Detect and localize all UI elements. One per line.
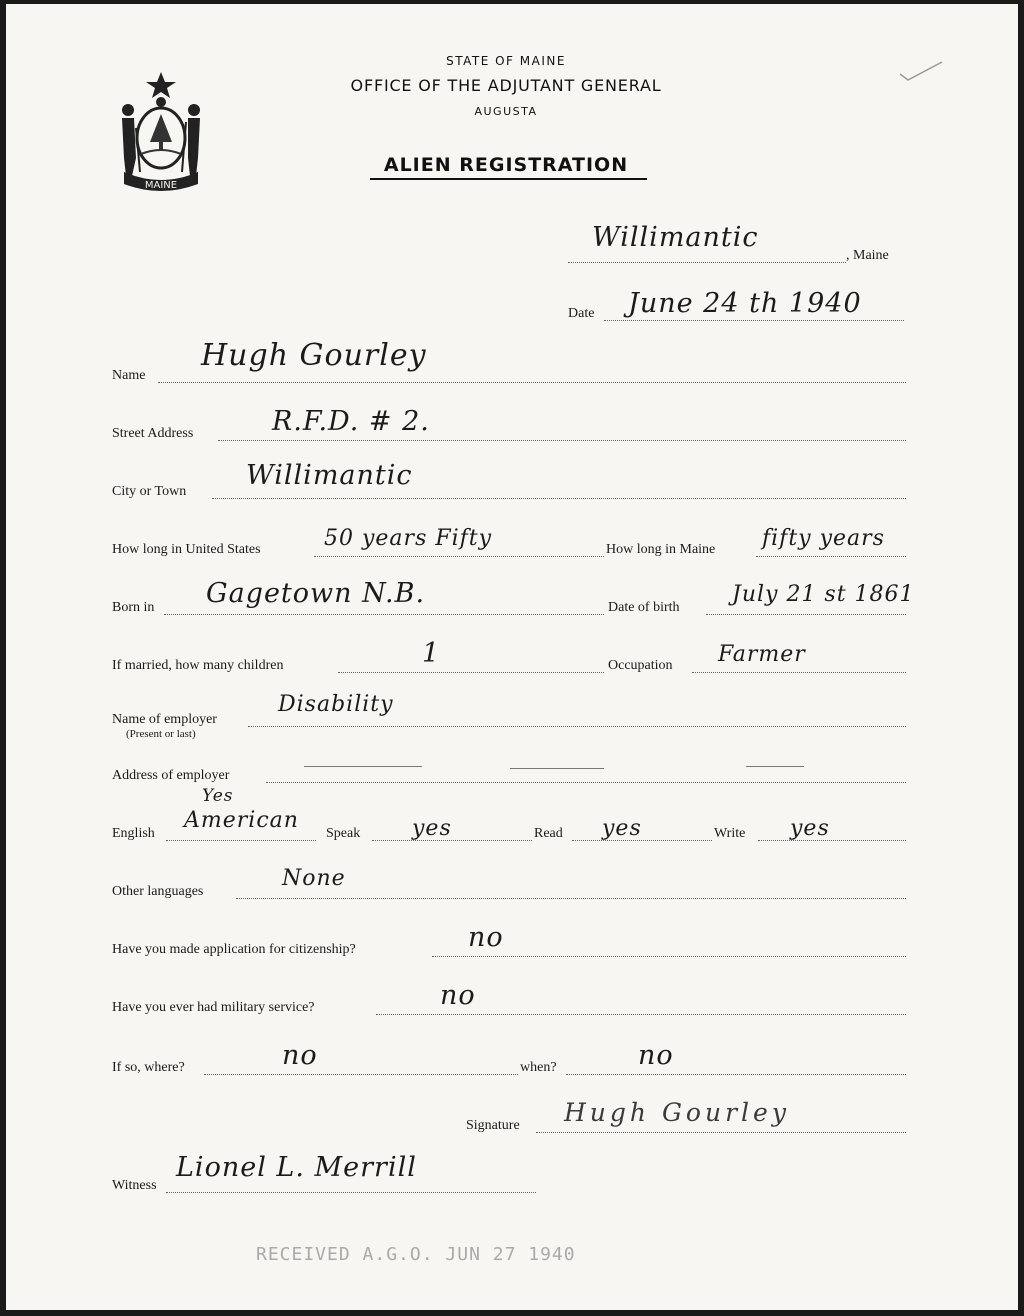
english-value: American bbox=[184, 808, 299, 833]
header-office: OFFICE OF THE ADJUTANT GENERAL bbox=[350, 76, 662, 95]
english-line bbox=[166, 840, 316, 841]
citizenship-label: Have you made application for citizenship? bbox=[112, 942, 356, 957]
english-above-value: Yes bbox=[202, 786, 234, 806]
how-long-us-line bbox=[314, 556, 604, 557]
header-city: AUGUSTA bbox=[474, 105, 538, 118]
how-long-us-value: 50 years Fifty bbox=[324, 526, 493, 551]
signature-value: Hugh Gourley bbox=[564, 1098, 790, 1127]
date-value: June 24 th 1940 bbox=[628, 288, 862, 319]
occupation-value: Farmer bbox=[718, 642, 806, 667]
dob-label: Date of birth bbox=[608, 600, 680, 615]
maine-label: , Maine bbox=[846, 248, 889, 263]
witness-line bbox=[166, 1192, 536, 1193]
read-value: yes bbox=[602, 816, 642, 841]
born-in-value: Gagetown N.B. bbox=[206, 578, 426, 609]
city-value: Willimantic bbox=[246, 460, 413, 491]
blank-dash bbox=[304, 766, 422, 767]
employer-line bbox=[248, 726, 906, 727]
where-label: If so, where? bbox=[112, 1060, 185, 1075]
occupation-line bbox=[692, 672, 906, 673]
how-long-us-label: How long in United States bbox=[112, 542, 261, 557]
children-label: If married, how many children bbox=[112, 658, 284, 673]
blank-dash bbox=[510, 768, 604, 769]
employer-value: Disability bbox=[278, 692, 394, 717]
blank-dash bbox=[746, 766, 804, 767]
write-line bbox=[758, 840, 906, 841]
street-line bbox=[218, 440, 906, 441]
city-line bbox=[212, 498, 906, 499]
other-languages-label: Other languages bbox=[112, 884, 204, 899]
how-long-maine-label: How long in Maine bbox=[606, 542, 716, 557]
when-line bbox=[566, 1074, 906, 1075]
employer-note: (Present or last) bbox=[126, 728, 196, 740]
employer-address-line bbox=[266, 782, 906, 783]
how-long-maine-line bbox=[756, 556, 906, 557]
military-label: Have you ever had military service? bbox=[112, 1000, 315, 1015]
speak-label: Speak bbox=[326, 826, 361, 841]
children-value: 1 bbox=[422, 638, 441, 669]
when-value: no bbox=[638, 1040, 674, 1071]
read-line bbox=[572, 840, 712, 841]
name-line bbox=[158, 382, 906, 383]
witness-label: Witness bbox=[112, 1178, 157, 1193]
where-value: no bbox=[282, 1040, 318, 1071]
where-line bbox=[204, 1074, 518, 1075]
dob-line bbox=[706, 614, 906, 615]
dob-value: July 21 st 1861 bbox=[732, 582, 915, 607]
occupation-label: Occupation bbox=[608, 658, 673, 673]
received-stamp: RECEIVED A.G.O. JUN 27 1940 bbox=[256, 1244, 576, 1265]
svg-text:MAINE: MAINE bbox=[144, 180, 178, 191]
other-languages-value: None bbox=[282, 866, 346, 891]
town-header-value: Willimantic bbox=[592, 222, 759, 253]
header-state: STATE OF MAINE bbox=[446, 54, 566, 68]
write-value: yes bbox=[790, 816, 830, 841]
when-label: when? bbox=[520, 1060, 557, 1075]
employer-address-label: Address of employer bbox=[112, 768, 230, 783]
read-label: Read bbox=[534, 826, 563, 841]
other-languages-line bbox=[236, 898, 906, 899]
date-label: Date bbox=[568, 306, 595, 321]
registration-form bbox=[6, 4, 1018, 1310]
how-long-maine-value: fifty years bbox=[762, 526, 885, 551]
military-value: no bbox=[440, 980, 476, 1011]
name-label: Name bbox=[112, 368, 146, 383]
children-line bbox=[338, 672, 604, 673]
date-line bbox=[604, 320, 904, 321]
citizenship-value: no bbox=[468, 922, 504, 953]
employer-label: Name of employer bbox=[112, 712, 217, 727]
city-label: City or Town bbox=[112, 484, 187, 499]
born-in-label: Born in bbox=[112, 600, 155, 615]
write-label: Write bbox=[714, 826, 746, 841]
town-line bbox=[568, 262, 846, 263]
signature-line bbox=[536, 1132, 906, 1133]
street-label: Street Address bbox=[112, 426, 194, 441]
military-line bbox=[376, 1014, 906, 1015]
name-value: Hugh Gourley bbox=[201, 338, 427, 373]
born-in-line bbox=[164, 614, 604, 615]
citizenship-line bbox=[432, 956, 906, 957]
form-title: ALIEN REGISTRATION bbox=[383, 154, 629, 176]
signature-label: Signature bbox=[466, 1118, 520, 1133]
english-label: English bbox=[112, 826, 155, 841]
witness-value: Lionel L. Merrill bbox=[176, 1152, 417, 1183]
title-underline bbox=[370, 178, 647, 180]
speak-value: yes bbox=[412, 816, 452, 841]
street-value: R.F.D. # 2. bbox=[272, 406, 430, 437]
speak-line bbox=[372, 840, 532, 841]
